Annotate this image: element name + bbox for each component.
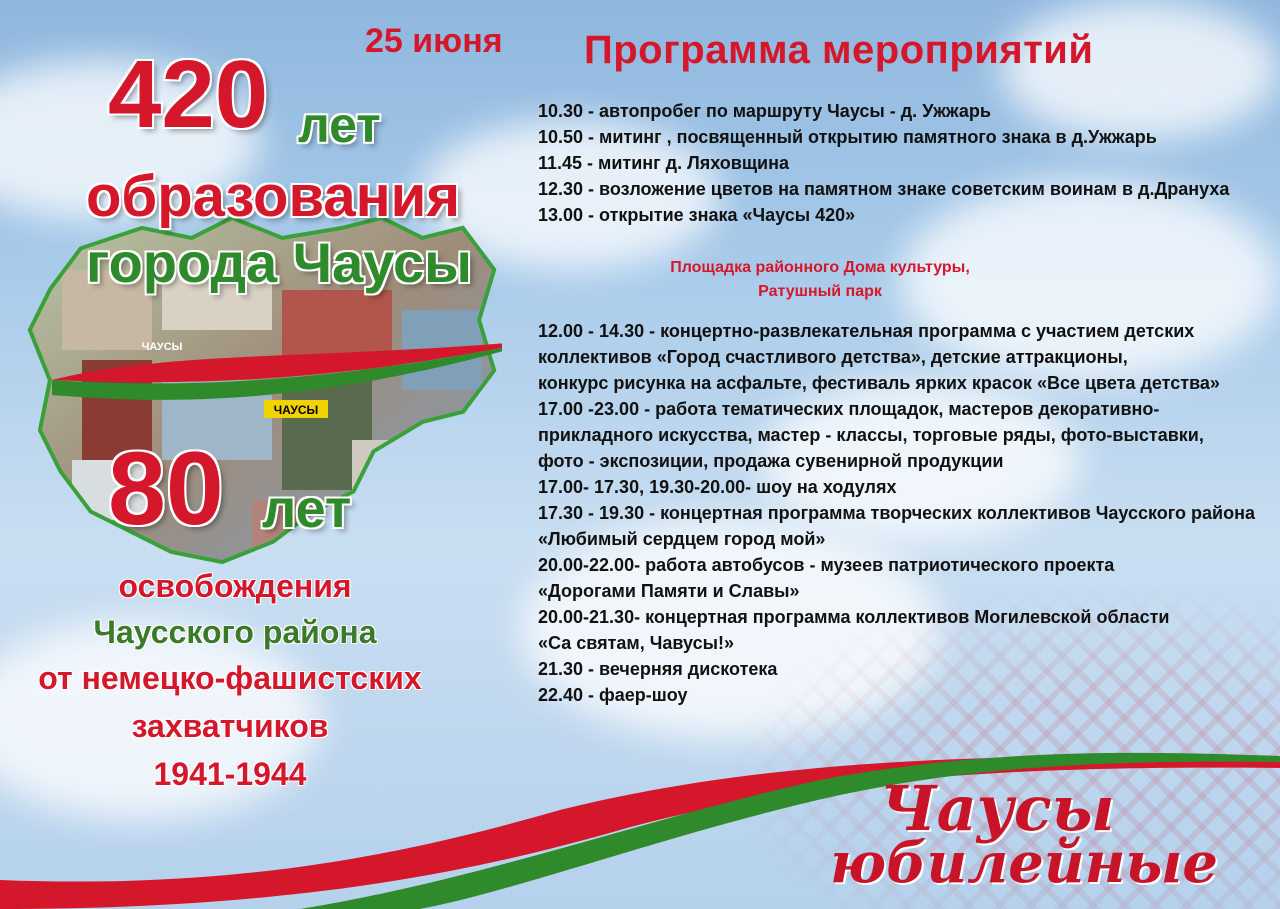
anniversary-80-number: 80 xyxy=(108,431,224,547)
event-line: 12.30 - возложение цветов на памятном знаке советским воинам в д.Дрануха xyxy=(538,179,1230,199)
program-title: Программа мероприятий xyxy=(584,28,1094,72)
event-line: 17.30 - 19.30 - концертная программа творческих коллективов Чаусского района xyxy=(538,503,1255,523)
event-line: 20.00-21.30- концертная программа коллективов Могилевской области xyxy=(538,607,1170,627)
anniversary-420-line2: города Чаусы xyxy=(86,231,472,294)
script-title-line2: юбилейные xyxy=(830,830,1219,896)
event-line: 11.45 - митинг д. Ляховщина xyxy=(538,153,789,173)
event-line: «Дорогами Памяти и Славы» xyxy=(538,581,800,601)
anniversary-80-unit: лет xyxy=(262,479,352,539)
liberation-line: захватчиков xyxy=(131,708,329,744)
script-title-line1: Чаусы xyxy=(880,772,1115,845)
event-line: фото - экспозиции, продажа сувенирной продукции xyxy=(538,451,1004,471)
map-label: ЧАУСЫ xyxy=(141,341,183,353)
venue-heading xyxy=(560,256,1080,304)
morning-events xyxy=(538,98,1229,228)
event-date: 25 июня xyxy=(365,22,503,60)
event-line: «Са святам, Чавусы!» xyxy=(538,633,734,653)
venue-line: Ратушный парк xyxy=(758,283,882,300)
liberation-line: от немецко-фашистских xyxy=(38,660,422,696)
anniversary-420-number: 420 xyxy=(108,41,269,148)
event-line: 20.00-22.00- работа автобусов - музеев патриотического проекта xyxy=(538,555,1115,575)
event-line: 10.50 - митинг , посвященный открытию памятного знака в д.Ужжарь xyxy=(538,127,1157,147)
event-line: 10.30 - автопробег по маршруту Чаусы - д. Ужжарь xyxy=(538,101,991,121)
event-line: 12.00 - 14.30 - концертно-развлекательная программа с участием детских xyxy=(538,321,1195,341)
event-line: прикладного искусства, мастер - классы, торговые ряды, фото-выставки, xyxy=(538,425,1204,445)
event-line: 13.00 - открытие знака «Чаусы 420» xyxy=(538,205,856,225)
anniversary-420-unit: лет xyxy=(298,97,381,153)
liberation-line: Чаусского района xyxy=(93,614,377,650)
event-line: 17.00 -23.00 - работа тематических площадок, мастеров декоративно- xyxy=(538,399,1160,419)
afternoon-events xyxy=(538,318,1255,708)
event-line: 21.30 - вечерняя дискотека xyxy=(538,659,778,679)
event-line: коллективов «Город счастливого детства», детские аттракционы, xyxy=(538,347,1128,367)
anniversary-420-line1: образования xyxy=(86,164,461,229)
event-line: конкурс рисунка на асфальте, фестиваль ярких красок «Все цвета детства» xyxy=(538,373,1220,393)
event-line: 22.40 - фаер-шоу xyxy=(538,685,688,705)
event-line: 17.00- 17.30, 19.30-20.00- шоу на ходулях xyxy=(538,477,897,497)
liberation-line: освобождения xyxy=(118,568,352,604)
liberation-years: 1941-1944 xyxy=(153,756,307,792)
venue-line: Площадка районного Дома культуры, xyxy=(670,259,970,276)
event-line: «Любимый сердцем город мой» xyxy=(538,529,826,549)
map-label: ЧАУСЫ xyxy=(273,403,319,417)
